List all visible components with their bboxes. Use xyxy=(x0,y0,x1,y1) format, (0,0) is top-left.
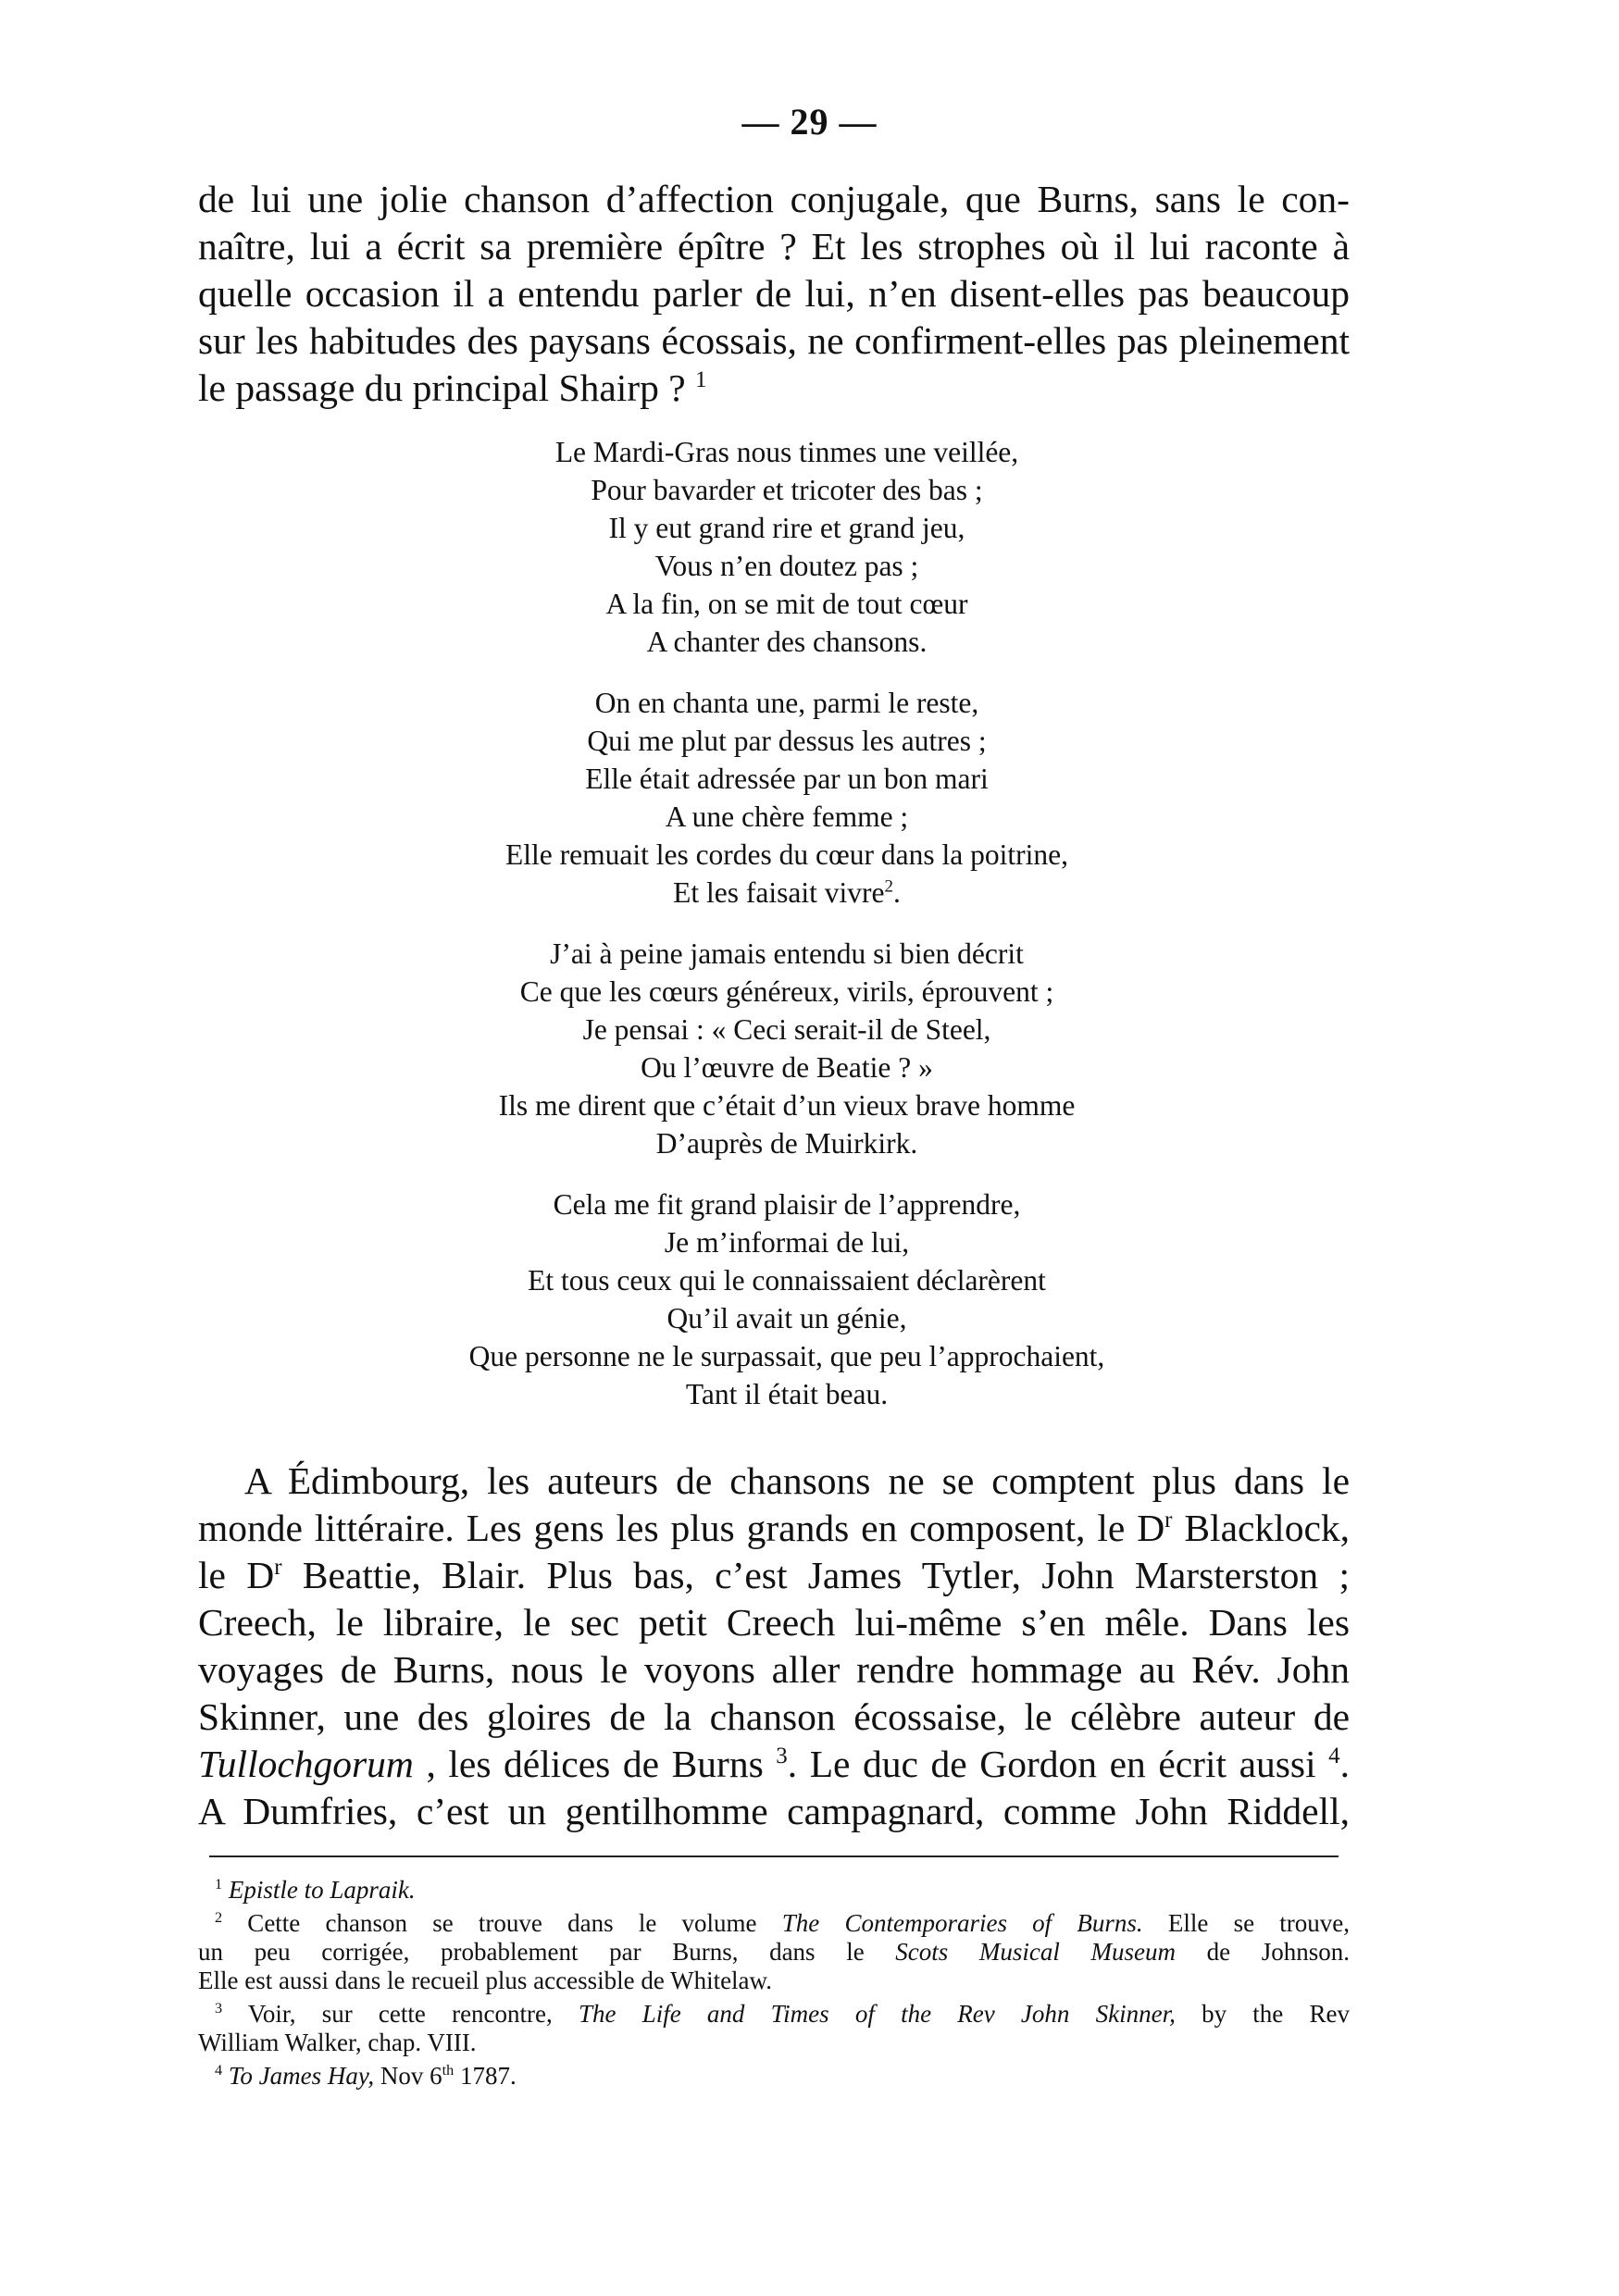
poem-verse: Je m’informai de lui, xyxy=(664,1226,910,1259)
poem-verse: Elle était adressée par un bon mari xyxy=(585,763,989,795)
poem-verse: A une chère femme ; xyxy=(665,800,909,833)
footnote-line: Elle est aussi dans le recueil plus accessible de Whitelaw. xyxy=(198,1967,773,1994)
text-line: voyages de Burns, nous le voyons aller rendre hommage au Rév. John xyxy=(198,1648,1350,1691)
text-segment: . Le duc de Gordon en écrit aussi xyxy=(787,1743,1329,1785)
poem-verse: Ce que les cœurs généreux, virils, éprouvent ; xyxy=(519,975,1054,1008)
superscript: th xyxy=(442,2062,455,2079)
poem-verse: Il y eut grand rire et grand jeu, xyxy=(608,512,965,544)
poem-verse: Qui me plut par dessus les autres ; xyxy=(587,725,987,757)
text-segment: Cette chanson se trouve dans le volume xyxy=(222,1909,782,1937)
poem-verse: J’ai à peine jamais entendu si bien décrit xyxy=(550,937,1024,970)
footnote-number: 3 xyxy=(215,2000,223,2017)
footnote-line: William Walker, chap. VIII. xyxy=(198,2029,477,2056)
text-line: Skinner, une des gloires de la chanson écossaise, le célèbre auteur de xyxy=(198,1695,1350,1738)
footnote-4 xyxy=(198,2062,1350,2091)
text-segment: Elle se trouve, xyxy=(1142,1909,1351,1937)
poem-verse: A la fin, on se mit de tout cœur xyxy=(605,588,968,620)
footnote-rule xyxy=(209,1855,1339,1857)
text-line: naître, lui a écrit sa première épître ? Et les strophes où il lui raconte à xyxy=(198,225,1350,267)
paragraph-edinburgh xyxy=(198,1458,1350,1835)
poem-verse: Elle remuait les cordes du cœur dans la poitrine, xyxy=(505,838,1068,871)
text-line: A Dumfries, c’est un gentilhomme campagnard, comme John Riddell, xyxy=(198,1790,1350,1832)
text-segment: monde littéraire. Les gens les plus grands en composent, le D xyxy=(198,1507,1165,1549)
poem-verse: Tant il était beau. xyxy=(685,1378,889,1410)
text-segment: le D xyxy=(198,1554,275,1596)
text-line: sur les habitudes des paysans écossais, ne confirment-elles pas pleinement xyxy=(198,319,1350,362)
superscript: r xyxy=(274,1555,282,1581)
page-number: — 29 — xyxy=(741,101,878,143)
poem-verse: Pour bavarder et tricoter des bas ; xyxy=(591,474,983,506)
text-line: Creech, le libraire, le sec petit Creech lui-même s’en mêle. Dans les xyxy=(198,1601,1350,1644)
text-segment: Voir, sur cette rencontre, xyxy=(222,2000,579,2028)
text-line xyxy=(198,1505,1350,1552)
text-line xyxy=(198,365,1350,412)
poem-verse: Et tous ceux qui le connaissaient déclarèrent xyxy=(528,1264,1046,1297)
italic-title: The Contemporaries of Burns. xyxy=(781,1909,1143,1937)
text-segment: Nov 6 xyxy=(374,2062,442,2090)
poem-stanza-2 xyxy=(278,684,1296,912)
text-segment: . xyxy=(892,876,901,909)
poem-verse: A chanter des chansons. xyxy=(646,626,928,658)
poem-verse: On en chanta une, parmi le reste, xyxy=(594,687,979,719)
footnote-number: 2 xyxy=(215,1909,223,1926)
footnote-line xyxy=(198,1938,1350,1967)
italic-title: The Life and Times of the Rev John Skinner, xyxy=(578,2000,1176,2028)
footnote-number: 4 xyxy=(215,2062,223,2079)
poem-verse: D’auprès de Muirkirk. xyxy=(655,1127,918,1160)
footnote-line xyxy=(198,2000,1350,2029)
text-segment: Et les faisait vivre xyxy=(673,876,885,909)
footnote-ref-4: 4 xyxy=(1328,1744,1340,1769)
text-segment: de Johnson. xyxy=(1176,1938,1350,1966)
footnote-line xyxy=(198,1909,1350,1938)
poem-verse: Cela me fit grand plaisir de l’apprendre, xyxy=(553,1188,1021,1221)
italic-title: Scots Musical Museum xyxy=(895,1938,1176,1966)
text-line: A Édimbourg, les auteurs de chansons ne se comptent plus dans le xyxy=(244,1459,1350,1502)
footnote-1 xyxy=(198,1876,1350,1905)
footnote-ref-3: 3 xyxy=(776,1744,788,1769)
poem-verse: Ou l’œuvre de Beatie ? » xyxy=(641,1051,933,1084)
footnote-ref-2: 2 xyxy=(884,876,893,897)
superscript: r xyxy=(1164,1508,1173,1533)
poem-verse: Le Mardi-Gras nous tinmes une veillée, xyxy=(554,436,1019,468)
poem-stanza-1 xyxy=(278,433,1296,661)
poem-stanza-3 xyxy=(278,935,1296,1162)
footnote-3 xyxy=(198,2000,1350,2057)
footnote-line xyxy=(198,2062,1350,2091)
poem-verse: Ils me dirent que c’était d’un vieux brave homme xyxy=(498,1089,1076,1122)
italic-title: To James Hay, xyxy=(222,2062,375,2090)
text-segment: Beattie, Blair. Plus bas, c’est James Tytler, John Marsterston ; xyxy=(281,1554,1350,1596)
poem-verse xyxy=(278,874,1296,912)
footnote-2 xyxy=(198,1909,1350,1995)
italic-title: Epistle to Lapraik. xyxy=(228,1876,416,1904)
text-line xyxy=(198,1552,1350,1599)
text-segment: le passage du principal Shairp ? xyxy=(198,366,686,409)
text-line: quelle occasion il a entendu parler de lui, n’en disent-elles pas beaucoup xyxy=(198,272,1350,315)
poem-stanza-4 xyxy=(278,1185,1296,1413)
text-segment: . xyxy=(1339,1743,1350,1785)
text-segment: by the Rev xyxy=(1175,2000,1350,2028)
poem-verse: Je pensai : « Ceci serait-il de Steel, xyxy=(582,1013,991,1046)
text-segment: Blacklock, xyxy=(1172,1507,1351,1549)
poem-verse: Qu’il avait un génie, xyxy=(666,1302,907,1334)
poem-verse: Que personne ne le surpassait, que peu l’approchaient, xyxy=(468,1340,1105,1372)
footnotes xyxy=(198,1876,1350,2095)
quoted-poem xyxy=(278,433,1296,1413)
poem-verse: Vous n’en doutez pas ; xyxy=(654,550,919,582)
text-segment: un peu corrigée, probablement par Burns, dans le xyxy=(198,1938,896,1966)
footnote-line xyxy=(198,1876,1350,1905)
text-line: de lui une jolie chanson d’affection conjugale, que Burns, sans le con- xyxy=(198,178,1350,220)
footnote-number: 1 xyxy=(215,1876,223,1893)
paragraph-intro xyxy=(198,176,1350,412)
italic-title: Tullochgorum xyxy=(198,1743,414,1785)
text-segment: 1787. xyxy=(454,2062,517,2090)
footnote-ref-1: 1 xyxy=(695,367,707,393)
text-segment: , les délices de Burns xyxy=(413,1743,777,1785)
text-line xyxy=(198,1741,1350,1788)
